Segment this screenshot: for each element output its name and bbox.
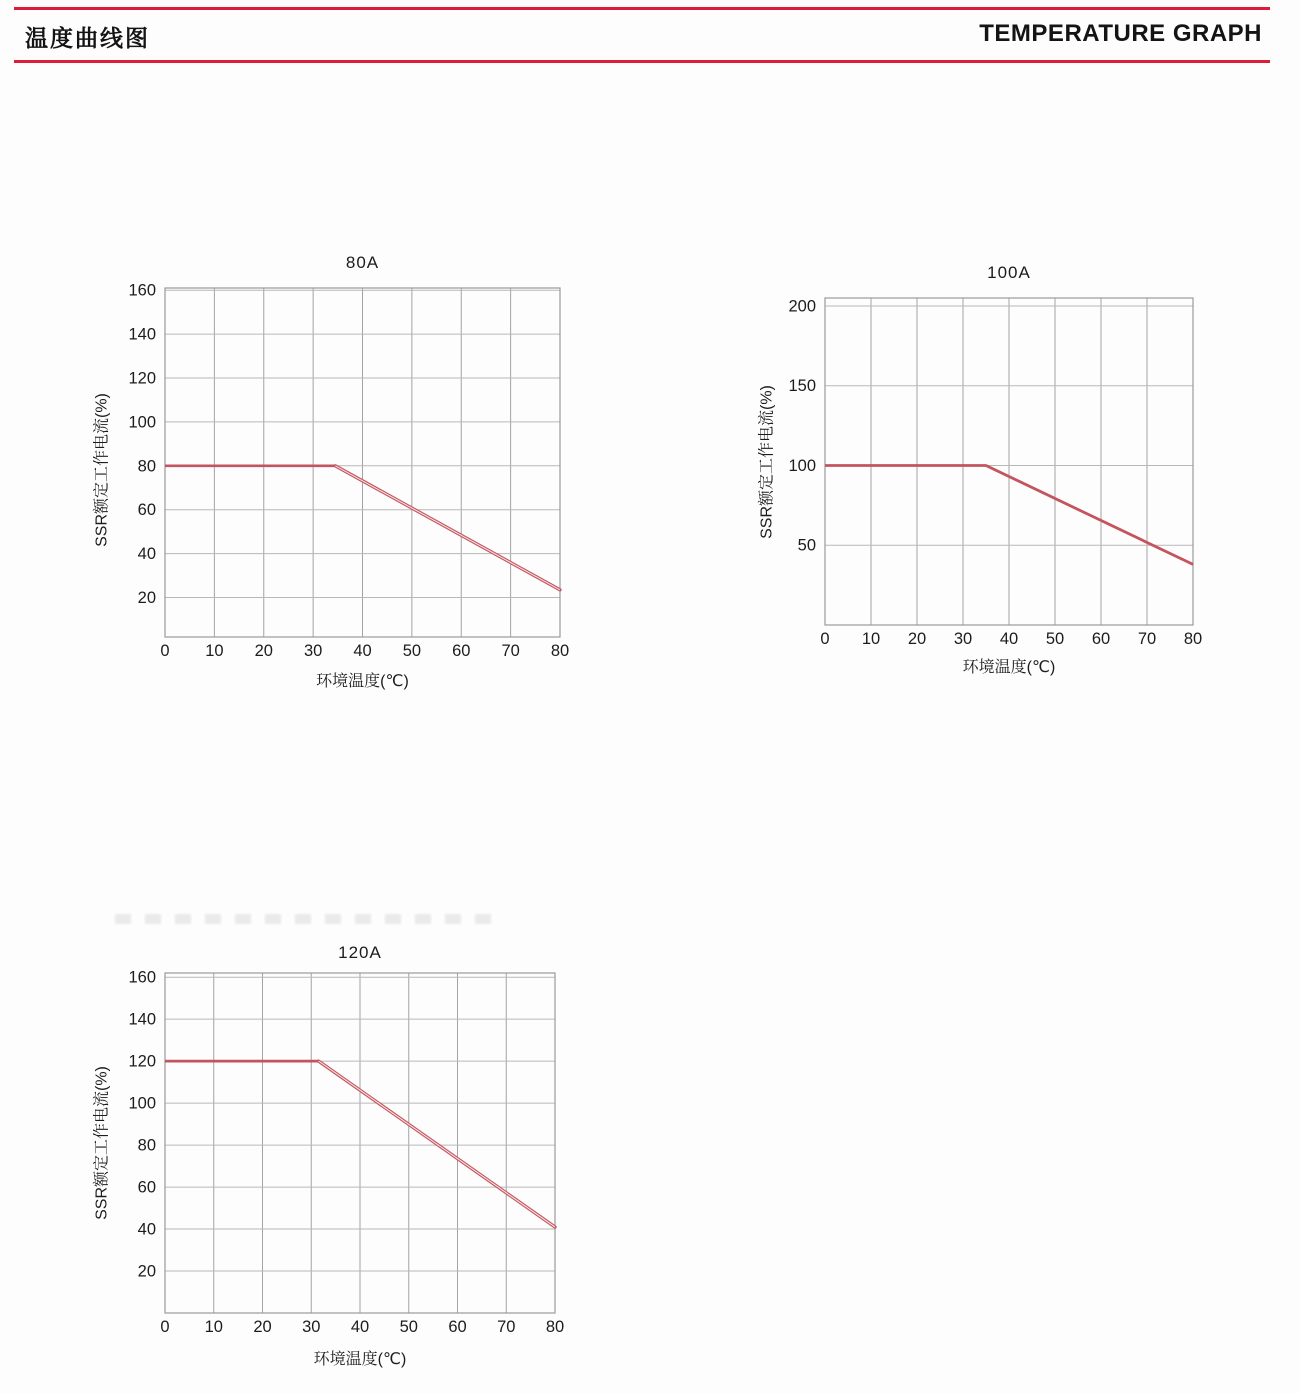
svg-text:30: 30 <box>302 1318 321 1336</box>
svg-text:20: 20 <box>253 1318 272 1336</box>
svg-text:200: 200 <box>788 297 816 316</box>
svg-text:100: 100 <box>788 456 816 475</box>
chart-title: 100A <box>987 263 1031 282</box>
svg-text:0: 0 <box>820 630 830 648</box>
svg-text:10: 10 <box>861 630 881 648</box>
svg-text:40: 40 <box>350 1318 370 1336</box>
y-axis-title: SSR额定工作电流(%) <box>758 385 776 539</box>
chart-title: 120A <box>338 943 382 962</box>
y-axis-title: SSR额定工作电流(%) <box>93 1066 111 1220</box>
chart-80a <box>85 248 600 696</box>
chart-canvas <box>745 258 1260 690</box>
page-title-en: TEMPERATURE GRAPH <box>979 20 1262 47</box>
svg-text:20: 20 <box>254 642 273 660</box>
svg-text:0: 0 <box>160 642 170 660</box>
x-axis-title: 环境温度(℃) <box>962 659 1056 676</box>
svg-text:120: 120 <box>128 1052 156 1071</box>
svg-text:40: 40 <box>137 545 156 564</box>
svg-text:60: 60 <box>137 1178 156 1197</box>
svg-text:70: 70 <box>497 1318 516 1336</box>
page-title-zh: 温度曲线图 <box>25 25 150 51</box>
header-rule-top <box>14 7 1270 10</box>
svg-text:10: 10 <box>205 642 224 660</box>
svg-text:160: 160 <box>128 281 156 300</box>
svg-text:70: 70 <box>501 642 520 660</box>
svg-text:20: 20 <box>137 1262 156 1281</box>
svg-text:120: 120 <box>128 369 156 388</box>
svg-text:50: 50 <box>1045 630 1065 648</box>
svg-text:30: 30 <box>303 642 323 660</box>
faint-watermark <box>115 914 495 924</box>
svg-text:160: 160 <box>128 968 156 987</box>
svg-text:60: 60 <box>1091 630 1111 648</box>
header-rule-bottom <box>14 60 1270 63</box>
svg-text:50: 50 <box>402 642 422 660</box>
svg-text:150: 150 <box>788 377 816 396</box>
chart-canvas <box>85 248 600 696</box>
svg-text:80: 80 <box>137 1136 156 1155</box>
svg-text:80: 80 <box>545 1318 565 1336</box>
svg-text:60: 60 <box>448 1318 467 1336</box>
y-axis-title: SSR额定工作电流(%) <box>93 393 111 547</box>
svg-text:60: 60 <box>452 642 471 660</box>
chart-canvas <box>85 938 600 1386</box>
svg-text:40: 40 <box>137 1220 156 1239</box>
svg-text:100: 100 <box>128 1094 156 1113</box>
svg-text:0: 0 <box>160 1318 170 1336</box>
svg-text:20: 20 <box>907 630 927 648</box>
svg-text:140: 140 <box>128 1010 156 1029</box>
svg-text:70: 70 <box>1137 630 1157 648</box>
svg-text:100: 100 <box>128 413 156 432</box>
svg-text:80: 80 <box>550 642 570 660</box>
svg-text:40: 40 <box>999 630 1019 648</box>
x-axis-title: 环境温度(℃) <box>316 673 409 690</box>
svg-text:10: 10 <box>204 1318 223 1336</box>
svg-text:80: 80 <box>1183 630 1203 648</box>
svg-text:20: 20 <box>137 588 156 607</box>
svg-text:50: 50 <box>797 536 816 555</box>
svg-text:40: 40 <box>353 642 372 660</box>
chart-title: 80A <box>345 253 380 272</box>
svg-text:60: 60 <box>137 501 156 520</box>
x-axis-title: 环境温度(℃) <box>313 1351 407 1368</box>
svg-text:80: 80 <box>137 457 156 476</box>
svg-text:30: 30 <box>953 630 973 648</box>
chart-120a <box>85 938 600 1386</box>
svg-text:140: 140 <box>128 325 156 344</box>
chart-100a <box>745 258 1260 690</box>
svg-text:50: 50 <box>399 1318 418 1336</box>
